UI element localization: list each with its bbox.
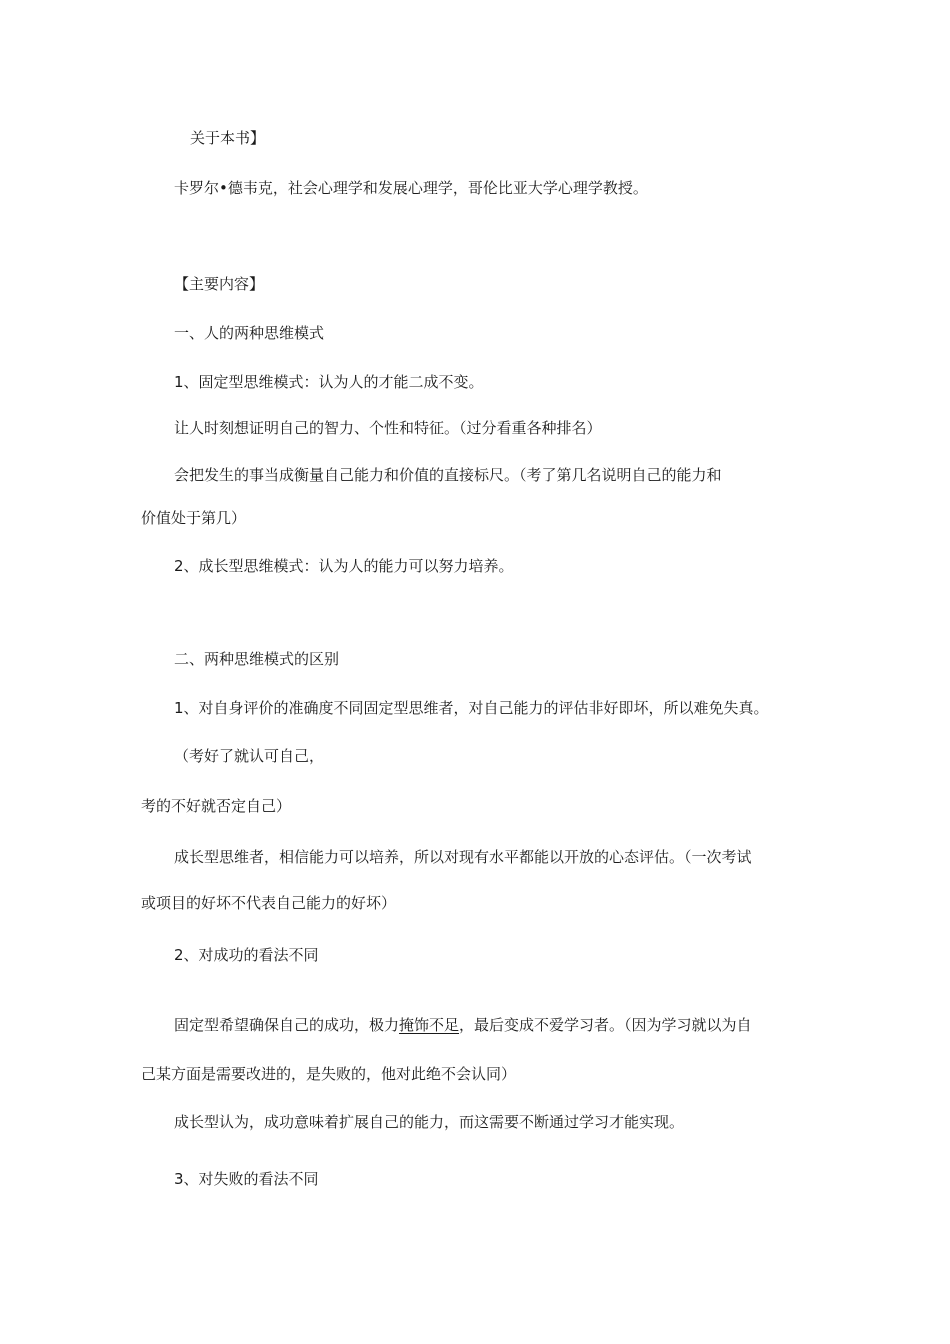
section1-title: 一、人的两种思维模式 (174, 324, 325, 342)
section1-item1-paragraph1: 让人时刻想证明自己的智力、个性和特征。（过分看重各种排名） (174, 419, 602, 437)
section2-item1-paragraph2-line2: 或项目的好坏不代表自己能力的好坏） (141, 894, 397, 912)
section2-item1: 1、对自身评价的准确度不同固定型思维者，对自己能力的评估非好即坏，所以难免失真。 (174, 699, 769, 717)
fixed-mindset-text-start: 固定型希望确保自己的成功，极力 (174, 1016, 400, 1034)
section2-item1-paragraph1-line1: （考好了就认可自己， (174, 747, 325, 765)
about-book-heading: 关于本书】 (190, 129, 266, 147)
section2-item2-paragraph1-line2: 己某方面是需要改进的，是失败的，他对此绝不会认同） (141, 1065, 517, 1083)
section1-item1: 1、固定型思维模式：认为人的才能二成不变。 (174, 373, 484, 391)
section2-item2-paragraph2: 成长型认为，成功意味着扩展自己的能力，而这需要不断通过学习才能实现。 (174, 1113, 685, 1131)
section2-item2: 2、对成功的看法不同 (174, 946, 319, 964)
fixed-mindset-text-end: ，最后变成不爱学习者。（因为学习就以为自 (459, 1016, 752, 1034)
section2-item2-paragraph1-line1 (174, 1015, 752, 1035)
section2-title: 二、两种思维模式的区别 (174, 650, 340, 668)
section1-item2: 2、成长型思维模式：认为人的能力可以努力培养。 (174, 557, 514, 575)
section1-item1-paragraph2-line1: 会把发生的事当成衡量自己能力和价值的直接标尺。（考了第几名说明自己的能力和 (174, 466, 722, 484)
underlined-phrase: 掩饰不足 (399, 1016, 460, 1034)
section2-item3: 3、对失败的看法不同 (174, 1170, 319, 1188)
section2-item1-paragraph1-line2: 考的不好就否定自己） (141, 797, 292, 815)
section1-item1-paragraph2-line2: 价值处于第几） (141, 509, 247, 527)
section2-item1-paragraph2-line1: 成长型思维者，相信能力可以培养，所以对现有水平都能以开放的心态评估。（一次考试 (174, 848, 752, 866)
author-line: 卡罗尔•德韦克，社会心理学和发展心理学，哥伦比亚大学心理学教授。 (174, 179, 648, 197)
main-content-heading: 【主要内容】 (174, 275, 265, 293)
